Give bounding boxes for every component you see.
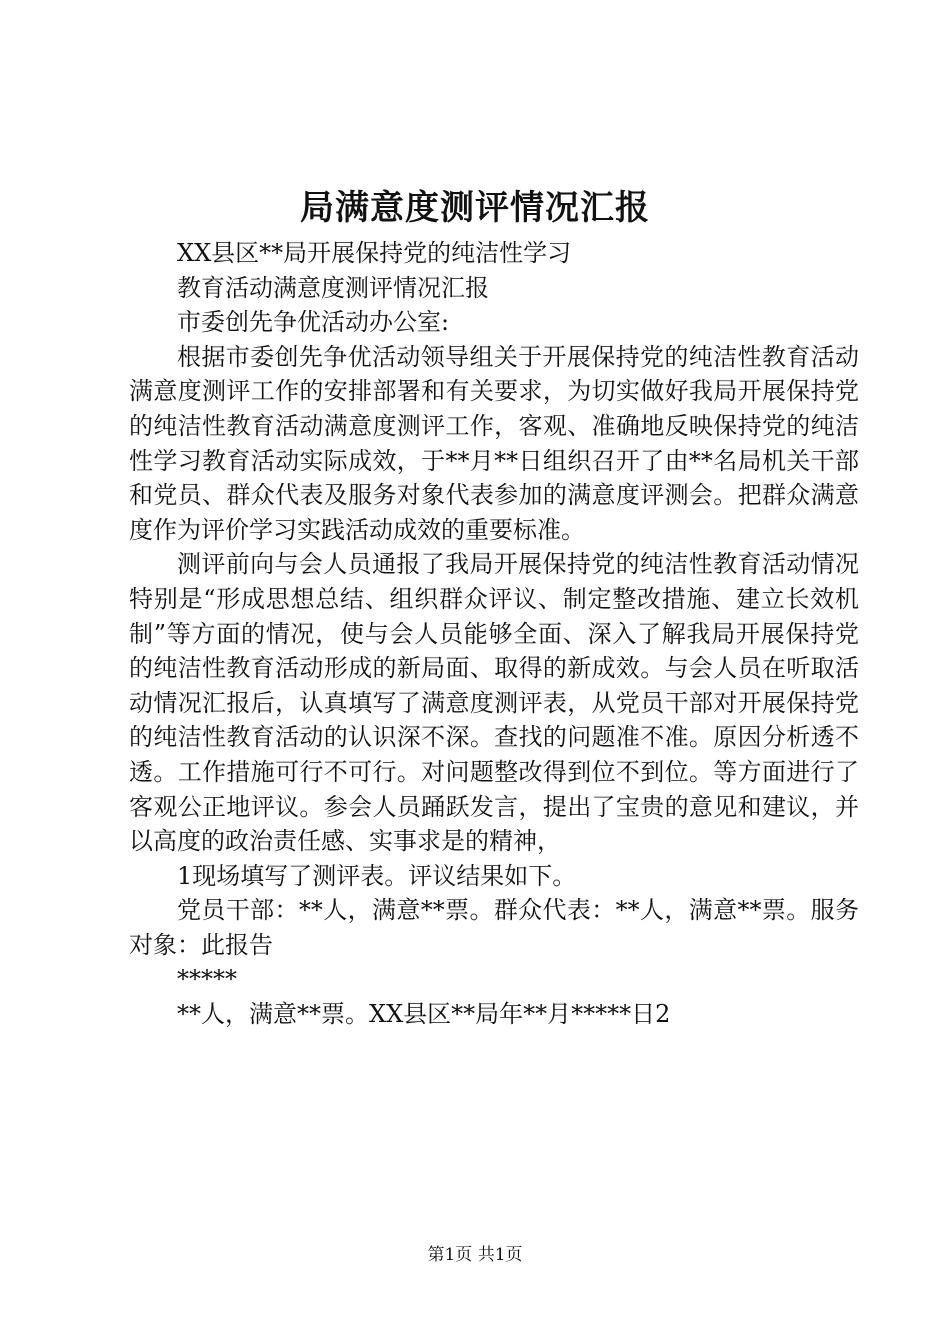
paragraph-process: 测评前向与会人员通报了我局开展保持党的纯洁性教育活动情况特别是“形成思想总结、组织群众评议、制定整改措施、建立长效机制”等方面的情况，使与会人员能够全面、深入了解我局开展保持党的纯洁性教育活动形成的新局面、取得的新成效。与会人员在听取活动情况汇报后，认真填写了满意度测评表，从党员干部对开展保持党的纯洁性教育活动的认识深不深。查找的问题准不准。原因分析透不透。工作措施可行不可行。对问题整改得到位不到位。等方面进行了客观公正地评议。参会人员踊跃发言，提出了宝贵的意见和建议，并以高度的政治责任感、实事求是的精神，: [129, 550, 859, 856]
paragraph-background: 根据市委创先争优活动领导组关于开展保持党的纯洁性教育活动满意度测评工作的安排部署和有关要求，为切实做好我局开展保持党的纯洁性教育活动满意度测评工作，客观、准确地反映保持党的纯洁性学习教育活动实际成效，于**月**日组织召开了由**名局机关干部和党员、群众代表及服务对象代表参加的满意度评测会。把群众满意度作为评价学习实践活动成效的重要标准。: [129, 342, 859, 544]
document-title: 局满意度测评情况汇报: [300, 188, 650, 228]
paragraph-header-line-1: XX县区**局开展保持党的纯洁性学习: [177, 239, 572, 267]
page-footer: 第1页 共1页: [427, 1245, 523, 1265]
paragraph-header-line-2: 教育活动满意度测评情况汇报: [177, 273, 489, 302]
document-body: [129, 236, 859, 1032]
paragraph-signature: **人，满意**票。XX县区**局年**月*****日2: [177, 1000, 671, 1029]
paragraph-result-intro: 1现场填写了测评表。评议结果如下。: [177, 861, 577, 890]
paragraph-result-detail: 党员干部：**人，满意**票。群众代表：**人，满意**票。服务对象：此报告: [129, 896, 859, 959]
paragraph-recipient: 市委创先争优活动办公室:: [177, 308, 450, 337]
paragraph-stars: *****: [177, 965, 237, 994]
